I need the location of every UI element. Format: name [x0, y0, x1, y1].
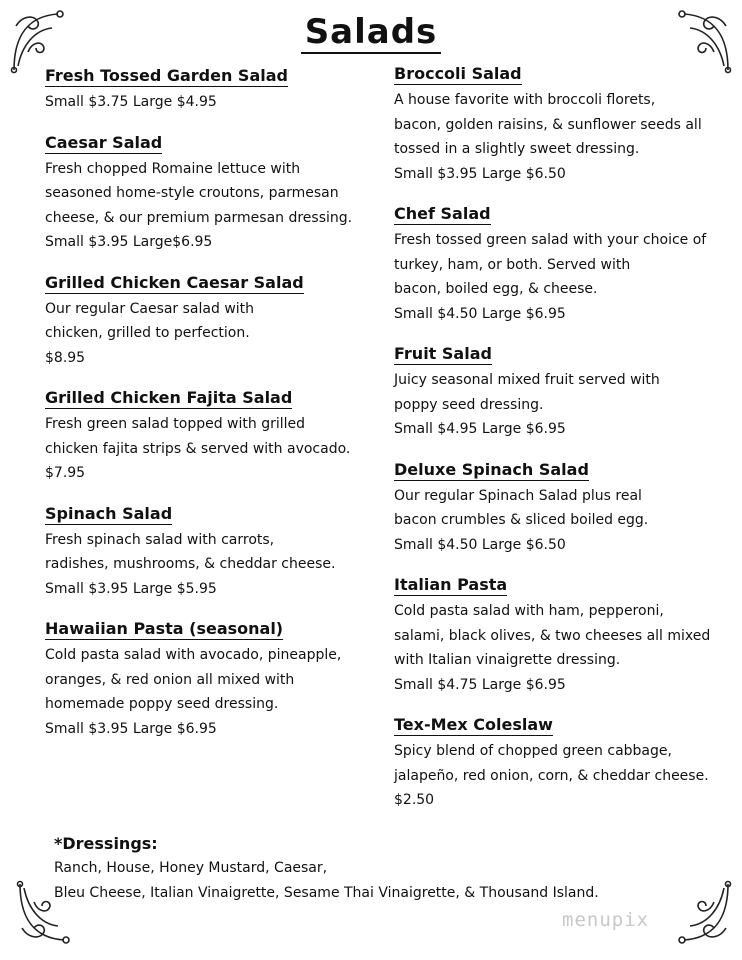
menu-item-name: Broccoli Salad [394, 64, 522, 83]
menu-item-description-line: jalapeño, red onion, corn, & cheddar cheese. [394, 767, 709, 784]
menu-item-description-line: Small $4.50 Large $6.95 [394, 305, 566, 322]
menu-item-description-line: oranges, & red onion all mixed with [45, 671, 295, 688]
menu-item [394, 344, 724, 442]
menu-item-description-line: radishes, mushrooms, & cheddar cheese. [45, 556, 336, 572]
menu-item-name: Grilled Chicken Fajita Salad [45, 388, 293, 407]
menu-item [45, 504, 365, 602]
menu-item-name: Spinach Salad [45, 503, 173, 523]
dressings-line: Ranch, House, Honey Mustard, Caesar, [54, 860, 328, 876]
dressings-line: Bleu Cheese, Italian Vinaigrette, Sesame Thai Vinaigrette, & Thousand Island. [54, 884, 599, 901]
menu-item-description-line: seasoned home-style croutons, parmesan [45, 185, 339, 201]
menu-item [394, 715, 724, 813]
menu-item [45, 619, 365, 741]
menu-item [394, 575, 724, 697]
right-menu-column [394, 64, 724, 831]
menu-item [45, 388, 365, 486]
menu-item-description-line: Fresh tossed green salad with your choice of [394, 232, 707, 248]
menu-item-name: Chef Salad [394, 204, 491, 223]
menu-item [394, 460, 724, 558]
menu-item-name: Deluxe Spinach Salad [394, 459, 589, 479]
menu-item-description-line: Our regular Caesar salad with [45, 300, 255, 317]
menu-item-description-line: Small $3.95 Large$6.95 [45, 234, 213, 250]
menu-item-description-line: Small $3.95 Large $5.95 [45, 580, 217, 597]
menu-item-description-line: Small $4.75 Large $6.95 [394, 676, 566, 693]
menu-item-description-line: bacon crumbles & sliced boiled egg. [394, 512, 649, 528]
menu-item-description-line: Juicy seasonal mixed fruit served with [394, 372, 660, 388]
watermark-text: menupix [562, 909, 650, 931]
left-menu-column [45, 66, 365, 759]
menu-item-description-line: with Italian vinaigrette dressing. [394, 652, 621, 668]
menu-item-description-line: Cold pasta salad with ham, pepperoni, [394, 603, 664, 619]
menu-item-name: Caesar Salad [45, 132, 163, 152]
menu-item-description-line: $8.95 [45, 349, 86, 366]
menu-item-description-line: Small $4.95 Large $6.95 [394, 421, 566, 437]
menu-item-description-line: Small $4.50 Large $6.50 [394, 536, 566, 553]
menu-item-name: Fruit Salad [394, 344, 492, 363]
menu-item-description-line: $2.50 [394, 792, 435, 808]
menu-item-description-line: bacon, golden raisins, & sunflower seeds all [394, 116, 702, 133]
menu-item-description-line: Fresh spinach salad with carrots, [45, 531, 275, 548]
menu-item-description-line: Spicy blend of chopped green cabbage, [394, 743, 672, 759]
menu-item-description-line: chicken, grilled to perfection. [45, 325, 250, 341]
menu-item-description-line: Fresh green salad topped with grilled [45, 416, 306, 432]
menu-item-description-line: Cold pasta salad with avocado, pineapple, [45, 647, 342, 663]
dressings-section [54, 832, 654, 905]
menu-item-name: Hawaiian Pasta (seasonal) [45, 619, 284, 638]
menu-item-description-line: tossed in a slightly sweet dressing. [394, 141, 640, 157]
menu-item [45, 273, 365, 371]
menu-item-description-line: Small $3.95 Large $6.50 [394, 165, 566, 182]
menu-item-description-line: homemade poppy seed dressing. [45, 696, 279, 712]
menu-item [45, 66, 365, 115]
menu-item-description-line: turkey, ham, or both. Served with [394, 256, 631, 273]
flourish-ornament-icon [14, 878, 84, 948]
dressings-label: *Dressings: [54, 834, 158, 853]
menu-item-description-line: Our regular Spinach Salad plus real [394, 487, 642, 504]
menu-item [394, 204, 724, 326]
menu-item-description-line: chicken fajita strips & served with avocado. [45, 440, 351, 457]
menu-item-description-line: bacon, boiled egg, & cheese. [394, 281, 598, 297]
menu-item-description-line: salami, black olives, & two cheeses all mixed [394, 627, 711, 644]
menu-item [394, 64, 724, 186]
flourish-ornament-icon [664, 878, 734, 948]
menu-item-name: Grilled Chicken Caesar Salad [45, 272, 304, 292]
flourish-ornament-icon [664, 6, 734, 76]
menu-item-description-line: $7.95 [45, 465, 86, 481]
menu-item-description-line: poppy seed dressing. [394, 396, 544, 413]
menu-item-description-line: Small $3.95 Large $6.95 [45, 720, 217, 737]
menu-item [45, 133, 365, 255]
menu-item-name: Tex-Mex Coleslaw [394, 715, 553, 734]
menu-item-description-line: Fresh chopped Romaine lettuce with [45, 160, 301, 177]
menu-item-name: Italian Pasta [394, 575, 508, 594]
menu-item-name: Fresh Tossed Garden Salad [45, 66, 288, 85]
page-title: Salads [0, 12, 742, 52]
menu-item-description-line: cheese, & our premium parmesan dressing. [45, 209, 353, 226]
menu-item-description-line: Small $3.75 Large $4.95 [45, 94, 217, 110]
menu-item-description-line: A house favorite with broccoli florets, [394, 92, 656, 108]
flourish-ornament-icon [8, 6, 78, 76]
